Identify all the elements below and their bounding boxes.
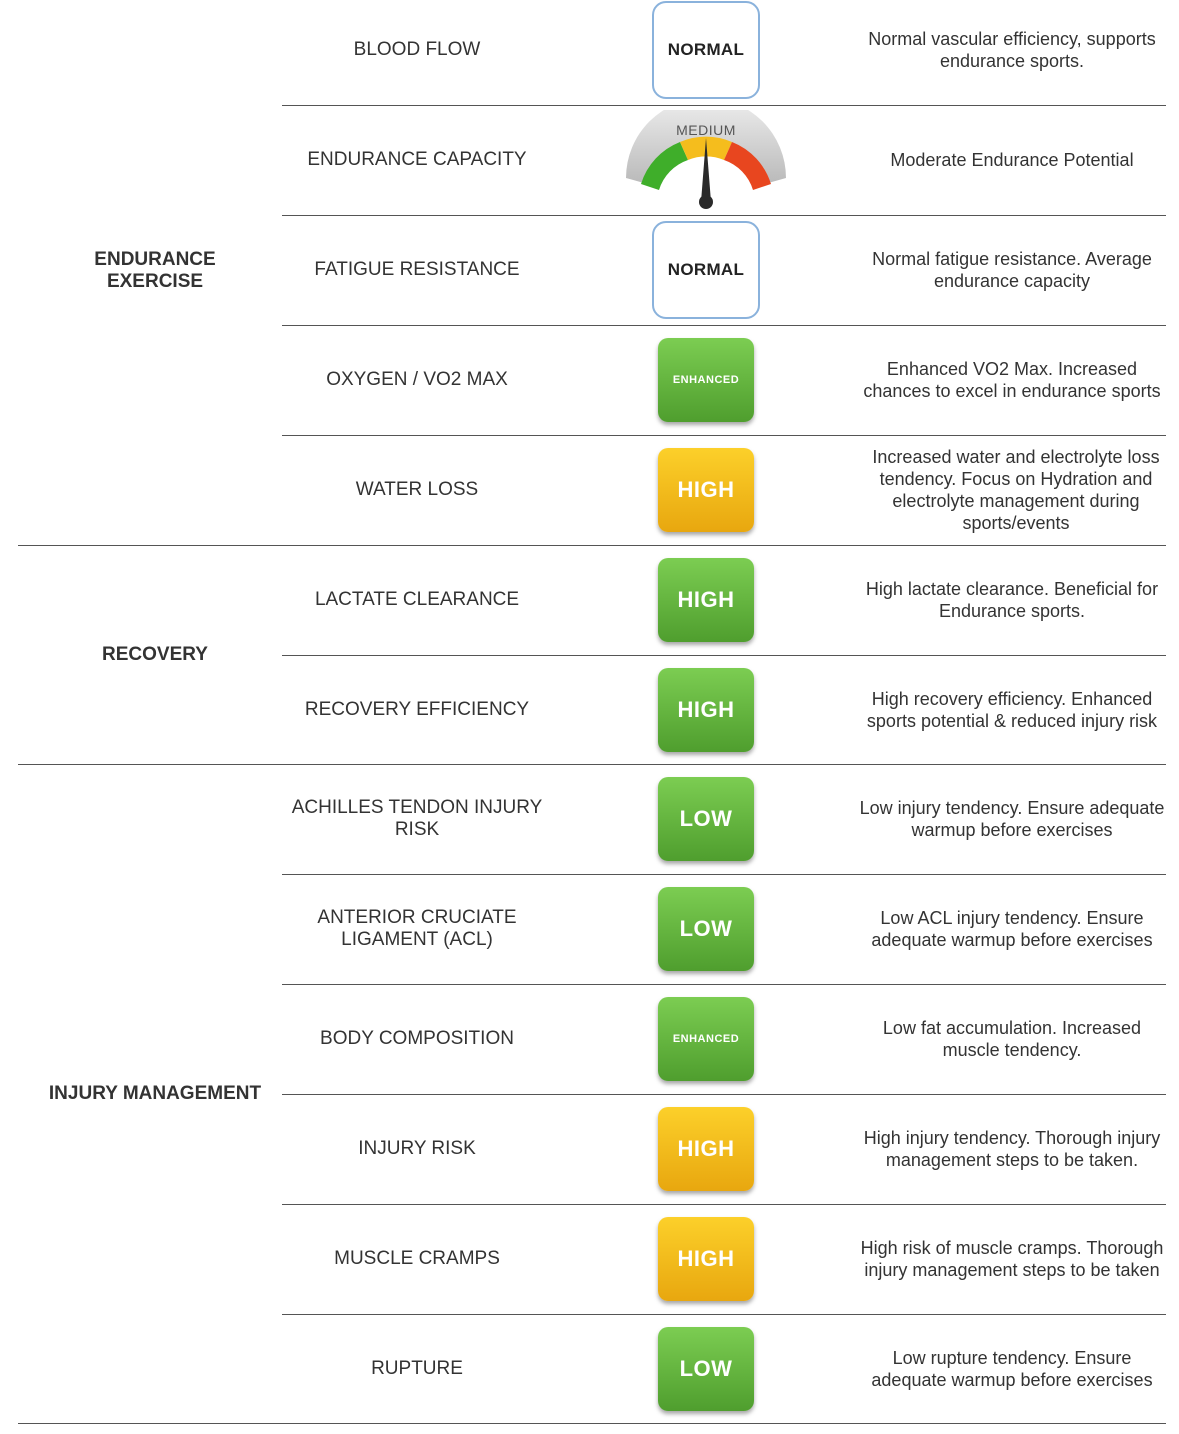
- level-badge-normal: NORMAL: [652, 1, 760, 99]
- speedometer-gauge-icon: [621, 110, 791, 210]
- description: High lactate clearance. Beneficial for Endurance sports.: [865, 579, 1159, 621]
- description: Normal vascular efficiency, supports endurance sports.: [868, 29, 1156, 71]
- level-cell: [652, 874, 760, 984]
- table-row: [282, 764, 1166, 874]
- level-badge-high: HIGH: [658, 668, 754, 752]
- parameter-name: BLOOD FLOW: [353, 39, 481, 60]
- level-badge-normal: NORMAL: [652, 221, 760, 319]
- level-badge-low: LOW: [658, 777, 754, 861]
- parameter-name: LACTATE CLEARANCE: [314, 589, 520, 610]
- category-endurance-exercise: [0, 249, 310, 293]
- description: Low ACL injury tendency. Ensure adequate warmup before exercises: [871, 908, 1153, 950]
- table-row: [282, 655, 1166, 765]
- level-cell: [652, 215, 760, 325]
- description: Low injury tendency. Ensure adequate warmup before exercises: [859, 798, 1165, 840]
- table-row: [282, 1094, 1166, 1204]
- table-row: [282, 545, 1166, 655]
- parameter-name: ANTERIOR CRUCIATE LIGAMENT (ACL): [317, 907, 517, 950]
- category-injury-management: [0, 1083, 310, 1105]
- table-row: [282, 1204, 1166, 1314]
- level-cell: [652, 0, 760, 105]
- table-row: [282, 1314, 1166, 1424]
- parameter-name: ENDURANCE CAPACITY: [307, 149, 527, 170]
- level-cell: [652, 1094, 760, 1204]
- category-label: RECOVERY: [102, 644, 208, 665]
- level-badge-enhanced: ENHANCED: [658, 338, 754, 422]
- level-cell: [652, 1314, 760, 1424]
- table-row: [282, 325, 1166, 435]
- level-cell: [652, 325, 760, 435]
- level-cell: [652, 1204, 760, 1314]
- description: High recovery efficiency. Enhanced sports potential & reduced injury risk: [866, 689, 1158, 731]
- table-row: [282, 215, 1166, 325]
- parameter-name: ACHILLES TENDON INJURY RISK: [291, 797, 543, 840]
- table-row: [282, 984, 1166, 1094]
- description: Normal fatigue resistance. Average endurance capacity: [872, 249, 1152, 291]
- description: High risk of muscle cramps. Thorough injury management steps to be taken: [860, 1238, 1164, 1280]
- level-cell: [652, 545, 760, 655]
- description: High injury tendency. Thorough injury management steps to be taken.: [863, 1128, 1161, 1170]
- parameter-name: FATIGUE RESISTANCE: [314, 259, 520, 280]
- parameter-name: OXYGEN / VO2 MAX: [326, 369, 508, 390]
- parameter-name: RUPTURE: [371, 1358, 463, 1379]
- level-badge-high: HIGH: [658, 1217, 754, 1301]
- description: Increased water and electrolyte loss tendency. Focus on Hydration and electrolyte management during sports/events: [872, 447, 1160, 533]
- level-badge-high: HIGH: [658, 448, 754, 532]
- parameter-name: INJURY RISK: [358, 1138, 476, 1159]
- description: Moderate Endurance Potential: [890, 150, 1134, 170]
- level-badge-low: LOW: [658, 887, 754, 971]
- level-badge-low: LOW: [658, 1327, 754, 1411]
- description: Low fat accumulation. Increased muscle tendency.: [882, 1018, 1142, 1060]
- category-label-line: EXERCISE: [106, 271, 204, 292]
- category-recovery: [0, 644, 310, 666]
- category-label: INJURY MANAGEMENT: [48, 1083, 262, 1104]
- level-badge-high: HIGH: [658, 558, 754, 642]
- table-row: [282, 874, 1166, 984]
- category-label-line: ENDURANCE: [94, 249, 216, 270]
- level-cell: [621, 105, 791, 215]
- level-cell: [652, 984, 760, 1094]
- description: Enhanced VO2 Max. Increased chances to excel in endurance sports: [863, 359, 1161, 401]
- level-cell: [652, 764, 760, 874]
- parameter-name: MUSCLE CRAMPS: [334, 1248, 500, 1269]
- level-badge-enhanced: ENHANCED: [658, 997, 754, 1081]
- level-cell: [652, 435, 760, 545]
- gauge-level-text: MEDIUM: [676, 122, 736, 138]
- parameter-name: BODY COMPOSITION: [320, 1028, 514, 1049]
- table-row: [282, 435, 1166, 545]
- parameter-name: WATER LOSS: [355, 479, 479, 500]
- table-row: [282, 105, 1166, 215]
- table-row: [282, 0, 1166, 105]
- description: Low rupture tendency. Ensure adequate warmup before exercises: [871, 1348, 1153, 1390]
- level-badge-high: HIGH: [658, 1107, 754, 1191]
- level-cell: [652, 655, 760, 765]
- parameter-name: RECOVERY EFFICIENCY: [304, 699, 530, 720]
